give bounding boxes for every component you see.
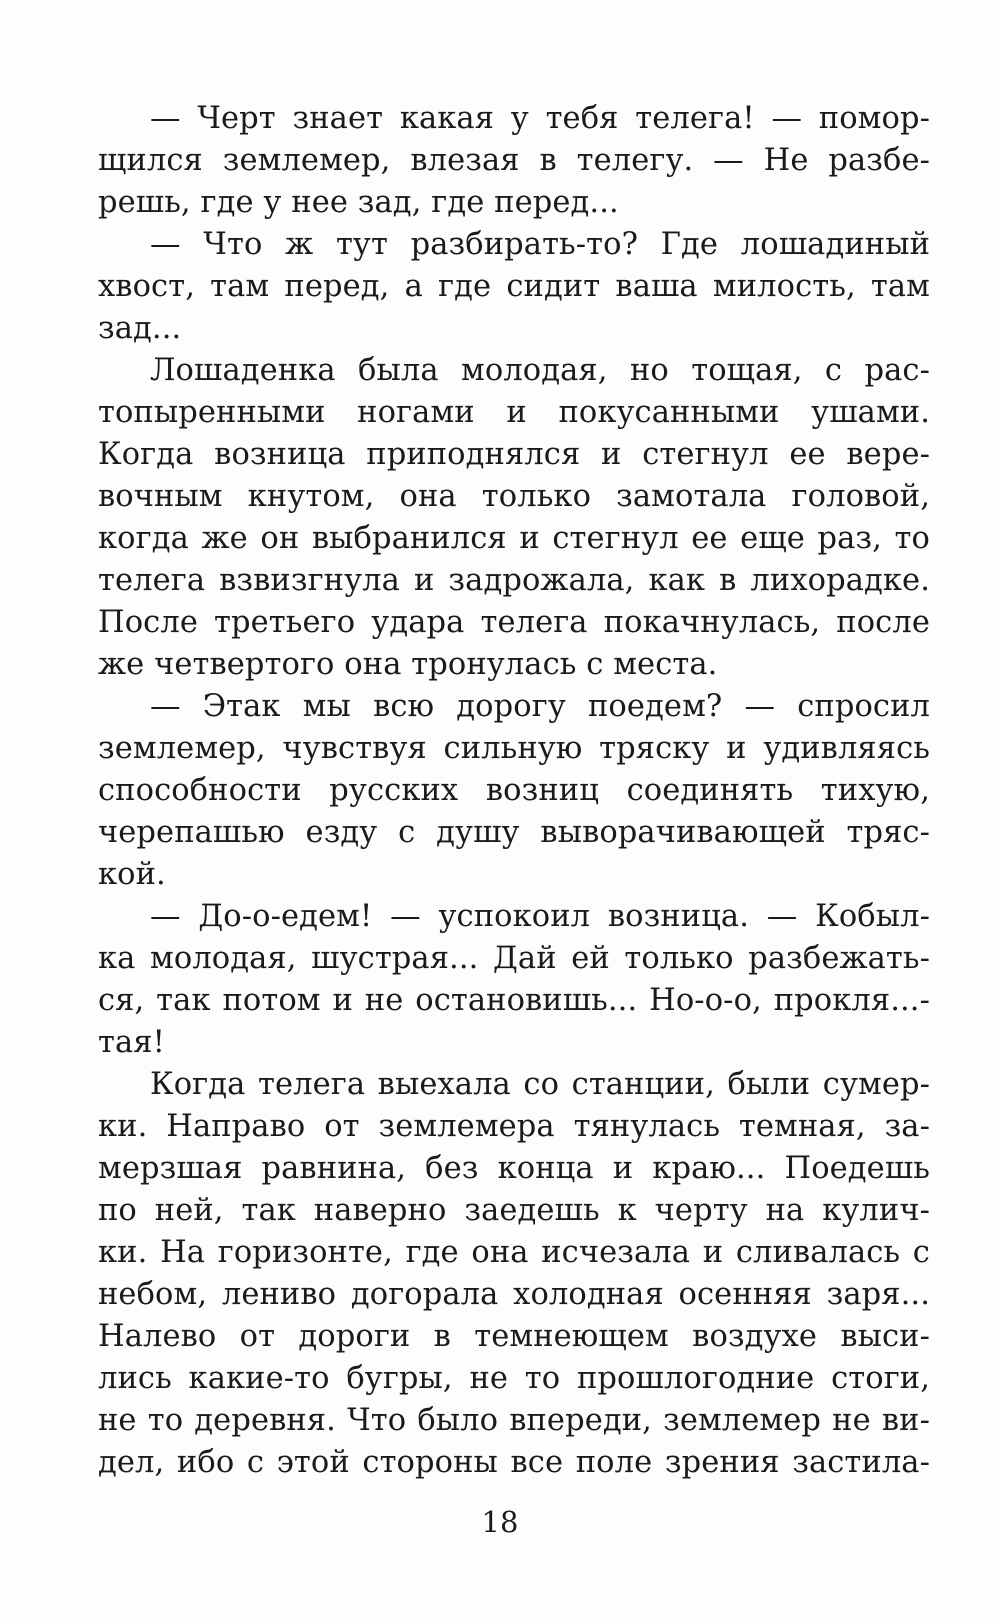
text-line: по ней, так наверно заедешь к черту на кулич- — [98, 1193, 930, 1228]
body-text — [98, 98, 930, 1484]
text-line: щился землемер, влезая в телегу. — Не разбе- — [98, 143, 930, 178]
text-line: ки. Направо от землемера тянулась темная, за- — [98, 1109, 930, 1144]
text-line: решь, где у нее зад, где перед... — [98, 185, 619, 220]
text-line: мерзшая равнина, без конца и краю... Поедешь — [98, 1151, 930, 1186]
text-line: способности русских возниц соединять тихую, — [98, 773, 930, 808]
text-line: вочным кнутом, она только замотала головой, — [98, 479, 930, 514]
text-line: ка молодая, шустрая... Дай ей только разбежать- — [98, 941, 930, 976]
text-line: когда же он выбранился и стегнул ее еще раз, то — [98, 521, 930, 556]
text-line: землемер, чувствуя сильную тряску и удивляясь — [98, 731, 930, 766]
text-line: черепашью езду с душу выворачивающей тряс- — [98, 815, 930, 850]
text-line: же четвертого она тронулась с места. — [98, 647, 718, 682]
text-line: ки. На горизонте, где она исчезала и сливалась с — [98, 1235, 930, 1270]
text-line: кой. — [98, 857, 166, 892]
text-line: — Этак мы всю дорогу поедем? — спросил — [150, 689, 930, 724]
text-line: Лошаденка была молодая, но тощая, с рас- — [150, 353, 930, 388]
text-line: ся, так потом и не остановишь... Но-о-о, прокля...- — [98, 983, 930, 1018]
text-line: После третьего удара телега покачнулась, после — [98, 605, 930, 640]
text-line: небом, лениво догорала холодная осенняя заря... — [98, 1277, 930, 1312]
text-line: топыренными ногами и покусанными ушами. — [98, 395, 930, 430]
text-line: Налево от дороги в темнеющем воздухе выси- — [98, 1319, 930, 1354]
text-line: телега взвизгнула и задрожала, как в лихорадке. — [98, 563, 930, 598]
text-line: хвост, там перед, а где сидит ваша милость, там — [98, 269, 930, 304]
text-line: — Черт знает какая у тебя телега! — помор- — [150, 101, 930, 136]
text-line: — До-о-едем! — успокоил возница. — Кобыл- — [150, 899, 930, 934]
text-line: не то деревня. Что было впереди, землемер не ви- — [98, 1403, 930, 1438]
text-line: Когда возница приподнялся и стегнул ее вере- — [98, 437, 930, 472]
text-line: дел, ибо с этой стороны все поле зрения застила- — [98, 1445, 930, 1480]
text-line: Когда телега выехала со станции, были сумер- — [150, 1067, 930, 1102]
page-number: 18 — [481, 1505, 519, 1539]
text-line: тая! — [98, 1025, 165, 1060]
text-line: зад... — [98, 311, 182, 346]
text-line: — Что ж тут разбирать-то? Где лошадиный — [150, 227, 930, 262]
text-line: лись какие-то бугры, не то прошлогодние стоги, — [98, 1361, 930, 1396]
